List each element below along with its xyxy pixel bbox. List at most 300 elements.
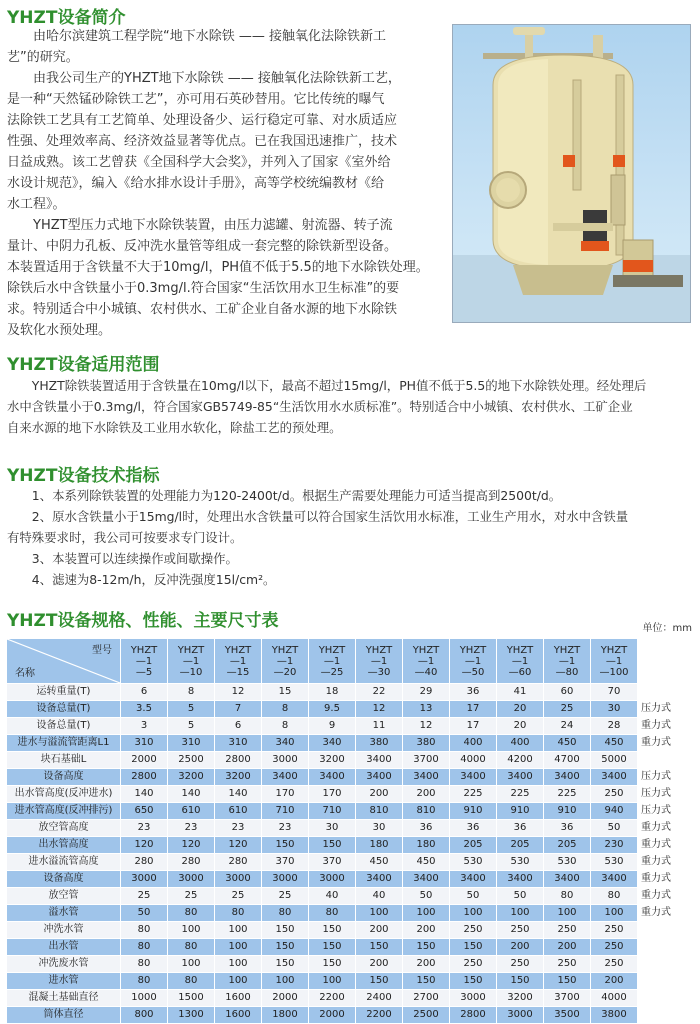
- value-cell: 940: [591, 803, 638, 820]
- value-cell: 29: [403, 684, 450, 701]
- value-cell: 250: [450, 956, 497, 973]
- table-row: [7, 786, 695, 803]
- text-line: 法除铁工艺具有工艺简单、处理设备少、运行稳定可靠、对水质适应: [7, 113, 398, 128]
- model-text: YHZT: [412, 644, 440, 656]
- value-cell: 200: [403, 922, 450, 939]
- value-cell: 11: [356, 718, 403, 735]
- value-cell: 140: [168, 786, 215, 803]
- text-line: 日益成熟。该工艺曾获《全国科学大会奖》，并列入了国家《室外给: [7, 155, 391, 170]
- row-note-cell: [638, 922, 695, 939]
- model-text: —100: [599, 666, 629, 678]
- value-cell: 23: [121, 820, 168, 837]
- model-text: YHZT: [600, 644, 628, 656]
- table-row: [7, 1007, 695, 1024]
- value-cell: 3400: [309, 769, 356, 786]
- text-line: YHZT除铁装置适用于含铁量在10mg/l以下，最高不超过15mg/l，PH值不低于5.5的地下水除铁处理。经处理后: [31, 378, 647, 393]
- value-cell: 205: [450, 837, 497, 854]
- value-cell: 9.5: [309, 701, 356, 718]
- model-text: YHZT: [271, 644, 299, 656]
- value-cell: 6: [121, 684, 168, 701]
- unit-label: 单位：mm: [642, 623, 692, 634]
- value-cell: 280: [121, 854, 168, 871]
- row-name-cell: 冲洗水管: [7, 922, 121, 939]
- value-cell: 3400: [544, 871, 591, 888]
- value-cell: 205: [544, 837, 591, 854]
- value-cell: 150: [262, 837, 309, 854]
- model-header-cell: [497, 639, 544, 684]
- model-text: —1: [417, 655, 435, 667]
- value-cell: 3400: [450, 871, 497, 888]
- value-cell: 3200: [168, 769, 215, 786]
- table-row: [7, 854, 695, 871]
- value-cell: 530: [497, 854, 544, 871]
- value-cell: 910: [544, 803, 591, 820]
- model-text: YHZT: [365, 644, 393, 656]
- value-cell: 310: [168, 735, 215, 752]
- table-header-row: [7, 639, 695, 684]
- table-row: [7, 837, 695, 854]
- value-cell: 3400: [356, 769, 403, 786]
- value-cell: 250: [497, 922, 544, 939]
- model-text: —1: [276, 655, 294, 667]
- text-line: 自来水源的地下水除铁及工业用水软化，除盐工艺的预处理。: [7, 420, 342, 435]
- value-cell: 100: [215, 939, 262, 956]
- value-cell: 2800: [121, 769, 168, 786]
- row-note-cell: [638, 1007, 695, 1024]
- value-cell: 17: [450, 718, 497, 735]
- value-cell: 250: [450, 922, 497, 939]
- value-cell: 400: [450, 735, 497, 752]
- spec-line: 3、本装置可以连续操作或间歇操作。: [31, 551, 238, 566]
- value-cell: 100: [544, 905, 591, 922]
- scope-heading: YHZT设备适用范围: [7, 355, 160, 375]
- value-cell: 3000: [121, 871, 168, 888]
- spec-line: 4、滤速为8-12m/h，反冲洗强度15l/cm²。: [31, 572, 276, 587]
- value-cell: 2800: [450, 1007, 497, 1024]
- value-cell: 200: [403, 786, 450, 803]
- value-cell: 20: [497, 701, 544, 718]
- value-cell: 2000: [121, 752, 168, 769]
- intro-paragraph-2: [7, 68, 447, 215]
- table-row: [7, 684, 695, 701]
- value-cell: 25: [262, 888, 309, 905]
- value-cell: 150: [309, 922, 356, 939]
- value-cell: 23: [262, 820, 309, 837]
- value-cell: 12: [403, 718, 450, 735]
- row-note-cell: [638, 939, 695, 956]
- value-cell: 80: [262, 905, 309, 922]
- row-name-cell: 混凝土基础直径: [7, 990, 121, 1007]
- model-text: —80: [555, 666, 579, 678]
- value-cell: 50: [121, 905, 168, 922]
- model-text: —1: [135, 655, 153, 667]
- value-cell: 80: [168, 973, 215, 990]
- value-cell: 170: [262, 786, 309, 803]
- spec-line: 有特殊要求时，我公司可按要求专门设计。: [7, 530, 243, 545]
- value-cell: 1500: [168, 990, 215, 1007]
- value-cell: 450: [544, 735, 591, 752]
- value-cell: 8: [262, 718, 309, 735]
- value-cell: 3400: [591, 769, 638, 786]
- value-cell: 60: [544, 684, 591, 701]
- value-cell: 450: [356, 854, 403, 871]
- value-cell: 150: [356, 973, 403, 990]
- value-cell: 910: [497, 803, 544, 820]
- value-cell: 4200: [497, 752, 544, 769]
- value-cell: 80: [544, 888, 591, 905]
- row-note-cell: 重力式: [638, 905, 695, 922]
- table-row: [7, 973, 695, 990]
- intro-paragraph-3: [7, 215, 447, 341]
- text-line: YHZT型压力式地下水除铁装置，由压力滤罐、射流器、转子流: [33, 218, 393, 233]
- value-cell: 810: [356, 803, 403, 820]
- value-cell: 250: [591, 956, 638, 973]
- value-cell: 120: [168, 837, 215, 854]
- value-cell: 3000: [497, 1007, 544, 1024]
- iron-removal-tank-image: [453, 25, 690, 322]
- value-cell: 2200: [309, 990, 356, 1007]
- model-text: —25: [320, 666, 344, 678]
- value-cell: 530: [450, 854, 497, 871]
- value-cell: 450: [591, 735, 638, 752]
- text-line: 水中含铁量小于0.3mg/l，符合国家GB5749-85“生活饮用水水质标准”。特别适合中小城镇、农村供水、工矿企业: [7, 399, 633, 414]
- value-cell: 150: [403, 939, 450, 956]
- value-cell: 200: [544, 939, 591, 956]
- value-cell: 3000: [262, 871, 309, 888]
- row-name-cell: 设备总量(T): [7, 701, 121, 718]
- model-header-cell: [544, 639, 591, 684]
- value-cell: 150: [262, 939, 309, 956]
- value-cell: 5: [168, 701, 215, 718]
- model-header-cell: [591, 639, 638, 684]
- row-name-cell: 筒体直径: [7, 1007, 121, 1024]
- row-name-cell: 进水管: [7, 973, 121, 990]
- header-note-cell: [638, 639, 695, 684]
- value-cell: 3400: [403, 871, 450, 888]
- value-cell: 41: [497, 684, 544, 701]
- value-cell: 610: [168, 803, 215, 820]
- value-cell: 380: [356, 735, 403, 752]
- value-cell: 50: [591, 820, 638, 837]
- value-cell: 225: [450, 786, 497, 803]
- row-name-cell: 运转重量(T): [7, 684, 121, 701]
- value-cell: 200: [356, 922, 403, 939]
- value-cell: 2000: [262, 990, 309, 1007]
- value-cell: 2000: [309, 1007, 356, 1024]
- value-cell: 310: [121, 735, 168, 752]
- value-cell: 530: [544, 854, 591, 871]
- row-name-cell: 出水管高度(反冲进水): [7, 786, 121, 803]
- value-cell: 200: [591, 973, 638, 990]
- value-cell: 100: [262, 973, 309, 990]
- row-name-cell: 块石基础L: [7, 752, 121, 769]
- value-cell: 150: [262, 922, 309, 939]
- value-cell: 810: [403, 803, 450, 820]
- value-cell: 1800: [262, 1007, 309, 1024]
- table-row: [7, 990, 695, 1007]
- value-cell: 250: [591, 939, 638, 956]
- value-cell: 3500: [544, 1007, 591, 1024]
- value-cell: 100: [215, 922, 262, 939]
- row-note-cell: 压力式: [638, 803, 695, 820]
- value-cell: 2200: [356, 1007, 403, 1024]
- value-cell: 910: [450, 803, 497, 820]
- text-line: 性强、处理效率高、经济效益显著等优点。已在我国迅速推广，技术: [7, 134, 398, 149]
- value-cell: 140: [121, 786, 168, 803]
- value-cell: 2500: [403, 1007, 450, 1024]
- value-cell: 250: [497, 956, 544, 973]
- table-row: [7, 803, 695, 820]
- value-cell: 3400: [450, 769, 497, 786]
- specs-paragraph: [7, 485, 697, 590]
- value-cell: 3700: [544, 990, 591, 1007]
- value-cell: 1600: [215, 990, 262, 1007]
- row-name-cell: 设备总量(T): [7, 718, 121, 735]
- table-row: [7, 769, 695, 786]
- value-cell: 3200: [497, 990, 544, 1007]
- value-cell: 1600: [215, 1007, 262, 1024]
- model-header-cell: [215, 639, 262, 684]
- model-header-cell: [309, 639, 356, 684]
- value-cell: 3.5: [121, 701, 168, 718]
- value-cell: 9: [309, 718, 356, 735]
- row-note-cell: 重力式: [638, 871, 695, 888]
- model-text: —50: [461, 666, 485, 678]
- value-cell: 3400: [356, 871, 403, 888]
- row-note-cell: [638, 956, 695, 973]
- value-cell: 205: [497, 837, 544, 854]
- model-text: YHZT: [459, 644, 487, 656]
- value-cell: 24: [544, 718, 591, 735]
- value-cell: 80: [121, 973, 168, 990]
- value-cell: 3400: [262, 769, 309, 786]
- value-cell: 3000: [168, 871, 215, 888]
- text-line: 水设计规范》，编入《给水排水设计手册》，高等学校统编教材《给: [7, 176, 385, 191]
- model-text: —10: [179, 666, 203, 678]
- text-line: 量计、中阴力孔板、反冲洗水量管等组成一套完整的除铁新型设备。: [7, 239, 398, 254]
- value-cell: 140: [215, 786, 262, 803]
- model-text: —1: [558, 655, 576, 667]
- value-cell: 30: [356, 820, 403, 837]
- value-cell: 250: [544, 956, 591, 973]
- row-note-cell: [638, 684, 695, 701]
- value-cell: 12: [356, 701, 403, 718]
- model-text: YHZT: [318, 644, 346, 656]
- value-cell: 3000: [450, 990, 497, 1007]
- table-row: [7, 735, 695, 752]
- row-name-cell: 放空管高度: [7, 820, 121, 837]
- value-cell: 370: [262, 854, 309, 871]
- value-cell: 200: [356, 786, 403, 803]
- row-name-cell: 放空管: [7, 888, 121, 905]
- value-cell: 100: [356, 905, 403, 922]
- value-cell: 36: [450, 820, 497, 837]
- value-cell: 6: [215, 718, 262, 735]
- row-name-cell: 冲洗废水管: [7, 956, 121, 973]
- model-text: YHZT: [224, 644, 252, 656]
- value-cell: 5000: [591, 752, 638, 769]
- value-cell: 22: [356, 684, 403, 701]
- value-cell: 150: [497, 973, 544, 990]
- text-line: 除铁后水中含铁量小于0.3mg/l.符合国家“生活饮用水卫生标准”的要: [7, 281, 400, 296]
- value-cell: 36: [544, 820, 591, 837]
- value-cell: 150: [309, 939, 356, 956]
- value-cell: 36: [403, 820, 450, 837]
- value-cell: 80: [168, 939, 215, 956]
- value-cell: 400: [497, 735, 544, 752]
- intro-paragraph-1: [7, 26, 447, 68]
- value-cell: 100: [403, 905, 450, 922]
- value-cell: 80: [309, 905, 356, 922]
- model-text: —1: [605, 655, 623, 667]
- value-cell: 4700: [544, 752, 591, 769]
- model-text: YHZT: [506, 644, 534, 656]
- value-cell: 800: [121, 1007, 168, 1024]
- row-note-cell: 压力式: [638, 701, 695, 718]
- value-cell: 180: [403, 837, 450, 854]
- text-line: 求。特别适合中小城镇、农村供水、工矿企业自备水源的地下水除铁: [7, 302, 398, 317]
- value-cell: 100: [215, 973, 262, 990]
- table-row: [7, 888, 695, 905]
- row-name-cell: 进水管高度(反冲排污): [7, 803, 121, 820]
- row-note-cell: 重力式: [638, 820, 695, 837]
- value-cell: 530: [591, 854, 638, 871]
- model-text: —5: [135, 666, 153, 678]
- value-cell: 380: [403, 735, 450, 752]
- value-cell: 13: [403, 701, 450, 718]
- value-cell: 710: [262, 803, 309, 820]
- value-cell: 370: [309, 854, 356, 871]
- model-text: —1: [323, 655, 341, 667]
- intro-heading: YHZT设备简介: [7, 8, 126, 28]
- table-row: [7, 752, 695, 769]
- value-cell: 3400: [403, 769, 450, 786]
- model-header-cell: [450, 639, 497, 684]
- row-name-cell: 出水管高度: [7, 837, 121, 854]
- value-cell: 50: [497, 888, 544, 905]
- model-text: —30: [367, 666, 391, 678]
- value-cell: 100: [591, 905, 638, 922]
- model-text: —1: [229, 655, 247, 667]
- corner-name-label: 名称: [15, 668, 35, 679]
- value-cell: 340: [309, 735, 356, 752]
- model-header-cell: [121, 639, 168, 684]
- table-row: [7, 820, 695, 837]
- value-cell: 40: [356, 888, 403, 905]
- value-cell: 250: [544, 922, 591, 939]
- value-cell: 3400: [497, 871, 544, 888]
- table-corner-cell: [7, 639, 121, 684]
- value-cell: 2700: [403, 990, 450, 1007]
- value-cell: 100: [215, 956, 262, 973]
- value-cell: 230: [591, 837, 638, 854]
- value-cell: 2800: [215, 752, 262, 769]
- value-cell: 650: [121, 803, 168, 820]
- row-note-cell: 压力式: [638, 769, 695, 786]
- row-note-cell: 重力式: [638, 888, 695, 905]
- value-cell: 3: [121, 718, 168, 735]
- model-text: —60: [508, 666, 532, 678]
- value-cell: 36: [497, 820, 544, 837]
- spec-line: 2、原水含铁量小于15mg/l时，处理出水含铁量可以符合国家生活饮用水标准，工业生产用水，对水中含铁量: [31, 509, 629, 524]
- table-row: [7, 956, 695, 973]
- table-row: [7, 871, 695, 888]
- value-cell: 23: [168, 820, 215, 837]
- model-text: —1: [182, 655, 200, 667]
- spec-table: [6, 638, 695, 1024]
- value-cell: 25: [168, 888, 215, 905]
- specs-heading: YHZT设备技术指标: [7, 466, 160, 486]
- text-line: 艺”的研究。: [7, 50, 79, 65]
- value-cell: 100: [450, 905, 497, 922]
- value-cell: 80: [215, 905, 262, 922]
- row-note-cell: [638, 973, 695, 990]
- text-line: 由我公司生产的YHZT地下水除铁 —— 接触氧化法除铁新工艺，: [33, 71, 401, 86]
- value-cell: 280: [168, 854, 215, 871]
- value-cell: 150: [450, 939, 497, 956]
- table-row: [7, 718, 695, 735]
- value-cell: 150: [309, 837, 356, 854]
- row-name-cell: 进水溢流管高度: [7, 854, 121, 871]
- model-text: —1: [511, 655, 529, 667]
- value-cell: 80: [121, 939, 168, 956]
- value-cell: 3400: [544, 769, 591, 786]
- model-header-cell: [262, 639, 309, 684]
- value-cell: 50: [403, 888, 450, 905]
- value-cell: 1300: [168, 1007, 215, 1024]
- value-cell: 12: [215, 684, 262, 701]
- value-cell: 3000: [309, 871, 356, 888]
- spec-line: 1、本系列除铁装置的处理能力为120-2400t/d。根据生产需要处理能力可适当提高到2500t/d。: [31, 488, 562, 503]
- value-cell: 710: [309, 803, 356, 820]
- value-cell: 310: [215, 735, 262, 752]
- text-line: 是一种“天然锰砂除铁工艺”，亦可用石英砂替用。它比传统的曝气: [7, 92, 385, 107]
- value-cell: 100: [168, 922, 215, 939]
- value-cell: 2400: [356, 990, 403, 1007]
- value-cell: 100: [497, 905, 544, 922]
- value-cell: 250: [591, 786, 638, 803]
- value-cell: 36: [450, 684, 497, 701]
- value-cell: 25: [544, 701, 591, 718]
- value-cell: 100: [309, 973, 356, 990]
- model-header-cell: [168, 639, 215, 684]
- value-cell: 23: [215, 820, 262, 837]
- value-cell: 3800: [591, 1007, 638, 1024]
- value-cell: 5: [168, 718, 215, 735]
- value-cell: 100: [168, 956, 215, 973]
- value-cell: 340: [262, 735, 309, 752]
- model-text: —40: [414, 666, 438, 678]
- value-cell: 3200: [309, 752, 356, 769]
- value-cell: 2500: [168, 752, 215, 769]
- model-text: —1: [370, 655, 388, 667]
- value-cell: 8: [168, 684, 215, 701]
- row-note-cell: 重力式: [638, 718, 695, 735]
- model-text: —20: [273, 666, 297, 678]
- value-cell: 80: [591, 888, 638, 905]
- value-cell: 610: [215, 803, 262, 820]
- value-cell: 200: [403, 956, 450, 973]
- value-cell: 150: [403, 973, 450, 990]
- value-cell: 120: [121, 837, 168, 854]
- row-note-cell: 压力式: [638, 786, 695, 803]
- row-name-cell: 设备高度: [7, 769, 121, 786]
- row-name-cell: 设备高度: [7, 871, 121, 888]
- value-cell: 150: [450, 973, 497, 990]
- model-text: —15: [226, 666, 250, 678]
- text-line: 本装置适用于含铁量不大于10mg/l，PH值不低于5.5的地下水除铁处理。: [7, 260, 429, 275]
- value-cell: 80: [121, 922, 168, 939]
